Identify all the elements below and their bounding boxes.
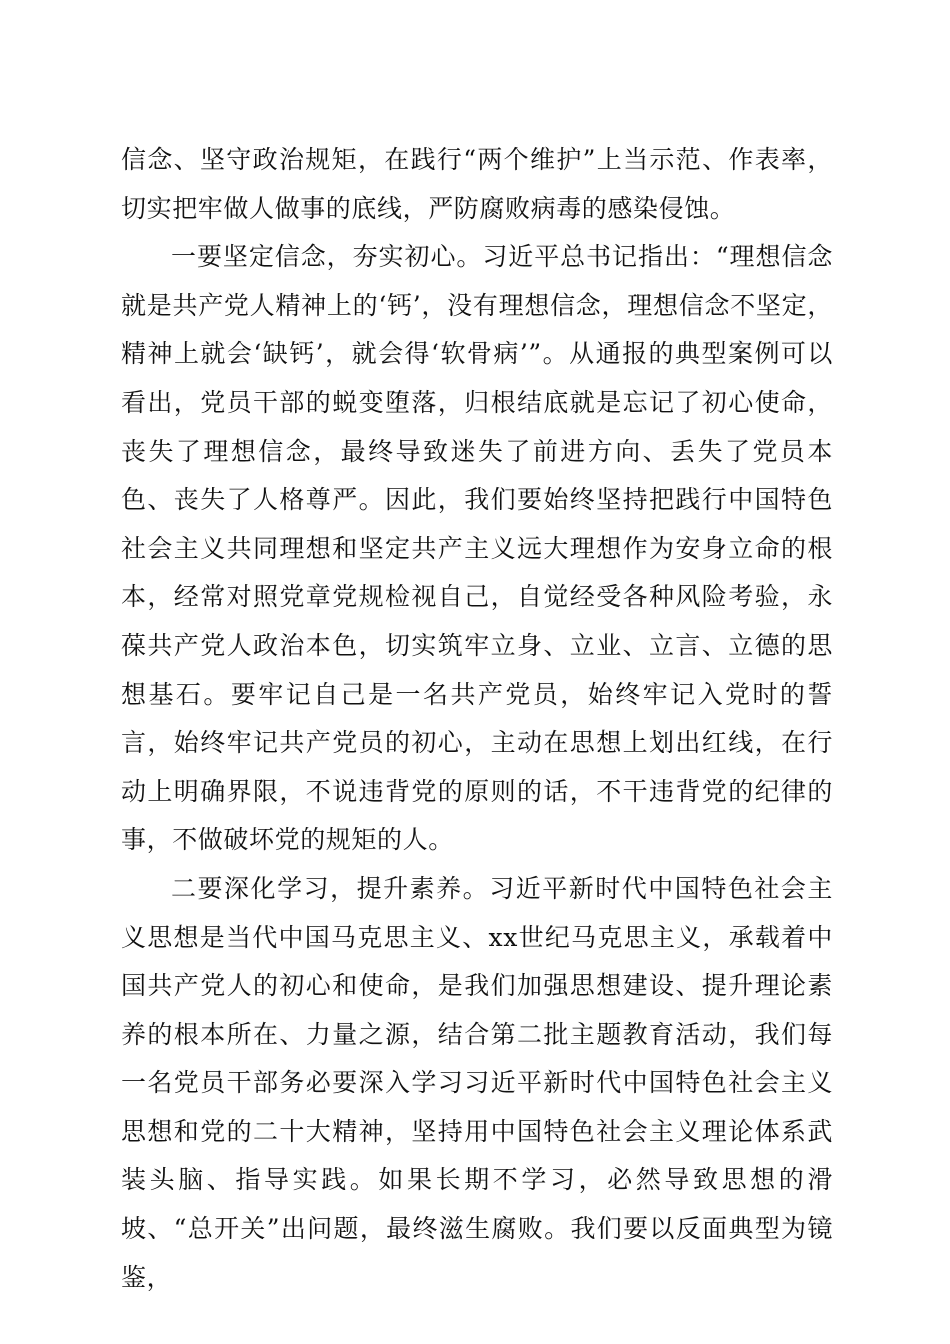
paragraph-firm-belief: 一要坚定信念，夯实初心。习近平总书记指出：“理想信念就是共产党人精神上的‘钙’，没有理想信念，理想信念不坚定，精神上就会‘缺钙’，就会得‘软骨病’”。从通报的典型案例可以看出，党员干部的蜕变堕落，归根结底就是忘记了初心使命，丧失了理想信念，最终导致迷失了前进方向、丢失了党员本色、丧失了人格尊严。因此，我们要始终坚持把践行中国特色社会主义共同理想和坚定共产主义远大理想作为安身立命的根本，经常对照党章党规检视自己，自觉经受各种风险考验，永葆共产党人政治本色，切实筑牢立身、立业、立言、立德的思想基石。要牢记自己是一名共产党员，始终牢记入党时的誓言，始终牢记共产党员的初心，主动在思想上划出红线，在行动上明确界限，不说违背党的原则的话，不干违背党的纪律的事，不做破坏党的规矩的人。 [121, 242, 833, 855]
document-body [121, 136, 833, 1302]
paragraph-deepen-study: 二要深化学习，提升素养。习近平新时代中国特色社会主义思想是当代中国马克思主义、xx世纪马克思主义，承载着中国共产党人的初心和使命，是我们加强思想建设、提升理论素养的根本所在、力量之源，结合第二批主题教育活动，我们每一名党员干部务必要深入学习习近平新时代中国特色社会主义思想和党的二十大精神，坚持用中国特色社会主义理论体系武装头脑、指导实践。如果长期不学习，必然导致思想的滑坡、“总开关”出问题，最终滋生腐败。我们要以反面典型为镜鉴， [121, 873, 833, 1292]
paragraph-continuation: 信念、坚守政治规矩，在践行“两个维护”上当示范、作表率，切实把牢做人做事的底线，严防腐败病毒的感染侵蚀。 [121, 145, 833, 223]
